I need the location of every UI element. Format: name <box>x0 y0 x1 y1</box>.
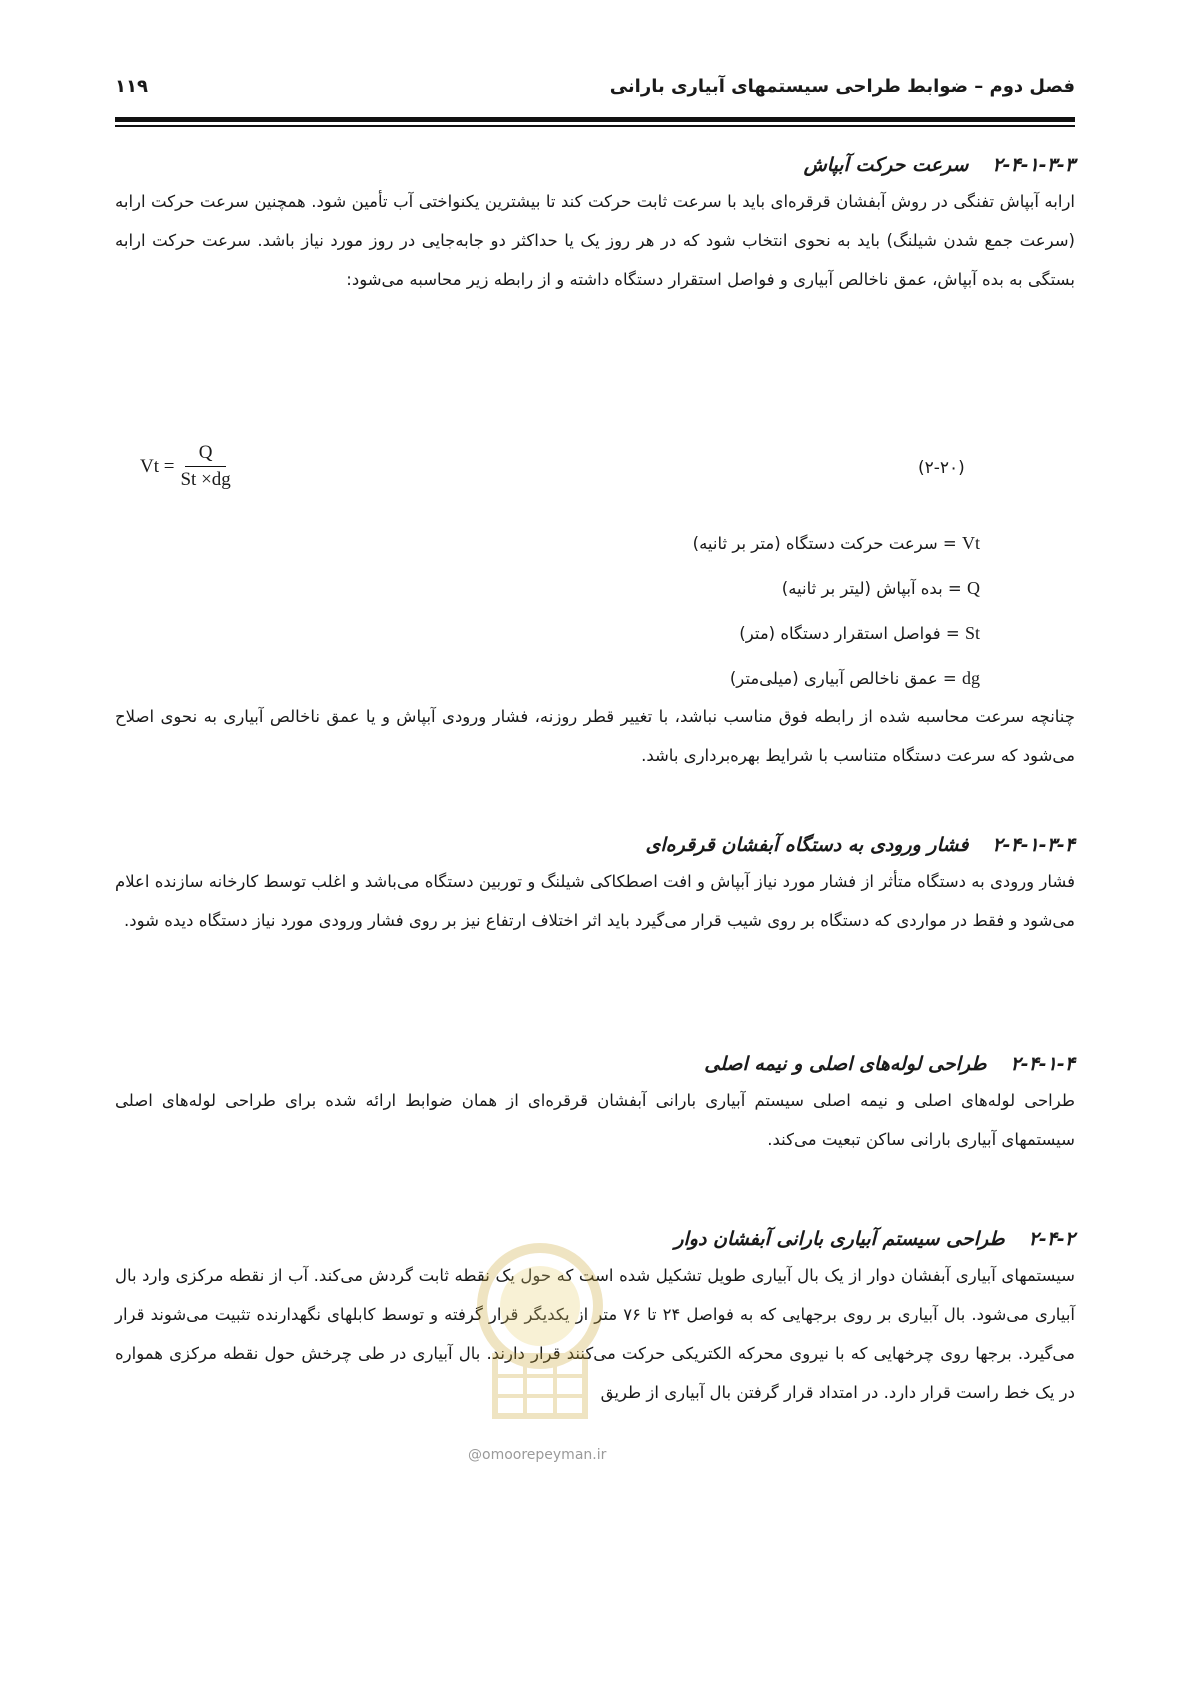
definition-item <box>115 656 980 701</box>
definition-symbol: Vt <box>962 533 980 553</box>
watermark-logo-icon <box>455 1236 625 1436</box>
section-pipes <box>115 1049 1075 1159</box>
section-title: طراحی سیستم آبیاری بارانی آبفشان دوار <box>674 1228 1005 1250</box>
definition-symbol: St <box>964 623 980 643</box>
watermark-text: @omoorepeyman.ir <box>468 1447 607 1463</box>
page-header <box>115 72 1075 106</box>
formula-denominator: St ×dg <box>180 469 231 490</box>
speed-note-paragraph: چنانچه سرعت محاسبه شده از رابطه فوق مناسب نباشد، با تغییر قطر روزنه، فشار ورودی آبپاش و یا عمق ناخالص آبیاری به نحوی اصلاح می‌شود که سرعت دستگاه متناسب با شرایط بهره‌برداری باشد. <box>115 707 1075 765</box>
section-title: سرعت حرکت آبپاش <box>803 154 969 176</box>
definition-symbol: Q <box>967 578 980 598</box>
section-number: ۲-۴-۱-۳-۴ <box>992 834 1075 856</box>
formula-numerator: Q <box>185 442 227 467</box>
section-heading <box>115 150 1075 180</box>
definition-text: = بده آبپاش (لیتر بر ثانیه) <box>781 579 962 598</box>
section-number: ۲-۴-۲ <box>1028 1228 1075 1250</box>
section-paragraph: فشار ورودی به دستگاه متأثر از فشار مورد نیاز آبپاش و افت اصطکاکی شیلنگ و توربین دستگاه می‌باشد و اغلب توسط کارخانه سازنده اعلام می‌شود و فقط در مواردی که دستگاه بر روی شیب قرار می‌گیرد باید اثر اختلاف ارتفاع نیز بر روی فشار ورودی مورد نیاز دستگاه دیده شود. <box>115 872 1075 930</box>
section-pressure <box>115 830 1075 940</box>
definition-item <box>115 611 980 656</box>
section-paragraph: ارابه آبپاش تفنگی در روش آبفشان قرقره‌ای باید با سرعت ثابت حرکت کند تا بیشترین یکنواختی آب تأمین شود. همچنین سرعت حرکت ارابه (سرعت جمع شدن شیلنگ) باید به نحوی انتخاب شود که در هر روز یک یا حداکثر دو جابه‌جایی در روز مورد نیاز باشد. سرعت حرکت ارابه بستگی به بده آبپاش، عمق ناخالص آبیاری و فواصل استقرار دستگاه داشته و از رابطه زیر محاسبه می‌شود: <box>115 192 1075 289</box>
definition-text: = فواصل استقرار دستگاه (متر) <box>739 624 960 643</box>
definition-item <box>115 521 980 566</box>
formula-lhs: Vt = <box>140 455 175 477</box>
section-title: فشار ورودی به دستگاه آبفشان قرقره‌ای <box>645 834 969 856</box>
equation-number: (۲-۲۰) <box>918 458 965 478</box>
section-heading <box>115 1049 1075 1079</box>
variable-definitions <box>115 521 980 701</box>
formula-fraction <box>180 442 230 491</box>
section-paragraph: سیستمهای آبیاری آبفشان دوار از یک بال آبیاری طویل تشکیل شده است که حول یک نقطه ثابت گردش می‌کند. آب از نقطه مرکزی وارد بال آبیاری می‌شود. بال آبیاری بر روی برجهایی که به فواصل ۲۴ تا ۷۶ متر از یکدیگر قرار گرفته و توسط کابلهای نگهدارنده تثبیت می‌شوند قرار می‌گیرد. برجها روی چرخهایی که با نیروی محرکه الکتریکی حرکت می‌کنند قرار دارند. بال آبیاری در طی چرخش حول نقطه مرکزی همواره در یک خط راست قرار دارد. در امتداد قرار گرفتن بال آبیاری از طریق <box>115 1266 1075 1402</box>
page-number: ۱۱۹ <box>115 76 148 97</box>
definition-text: = سرعت حرکت دستگاه (متر بر ثانیه) <box>692 534 957 553</box>
section-heading <box>115 830 1075 860</box>
formula <box>140 442 231 491</box>
chapter-title: فصل دوم – ضوابط طراحی سیستمهای آبیاری بارانی <box>609 76 1075 97</box>
definition-text: = عمق ناخالص آبیاری (میلی‌متر) <box>729 669 957 688</box>
section-paragraph: طراحی لوله‌های اصلی و نیمه اصلی سیستم آبیاری بارانی آبفشان قرقره‌ای از همان ضوابط ارائه شده برای طراحی لوله‌های اصلی سیستمهای آبیاری بارانی ساکن تبعیت می‌کند. <box>115 1091 1075 1149</box>
definition-item <box>115 566 980 611</box>
section-title: طراحی لوله‌های اصلی و نیمه اصلی <box>704 1053 987 1075</box>
section-number: ۲-۴-۱-۳-۳ <box>992 154 1075 176</box>
header-rule-thin <box>115 125 1075 127</box>
section-speed <box>115 150 1075 299</box>
definition-symbol: dg <box>962 668 980 688</box>
header-rule-thick <box>115 117 1075 122</box>
section-number: ۲-۴-۱-۴ <box>1010 1053 1075 1075</box>
speed-note <box>115 697 1075 775</box>
